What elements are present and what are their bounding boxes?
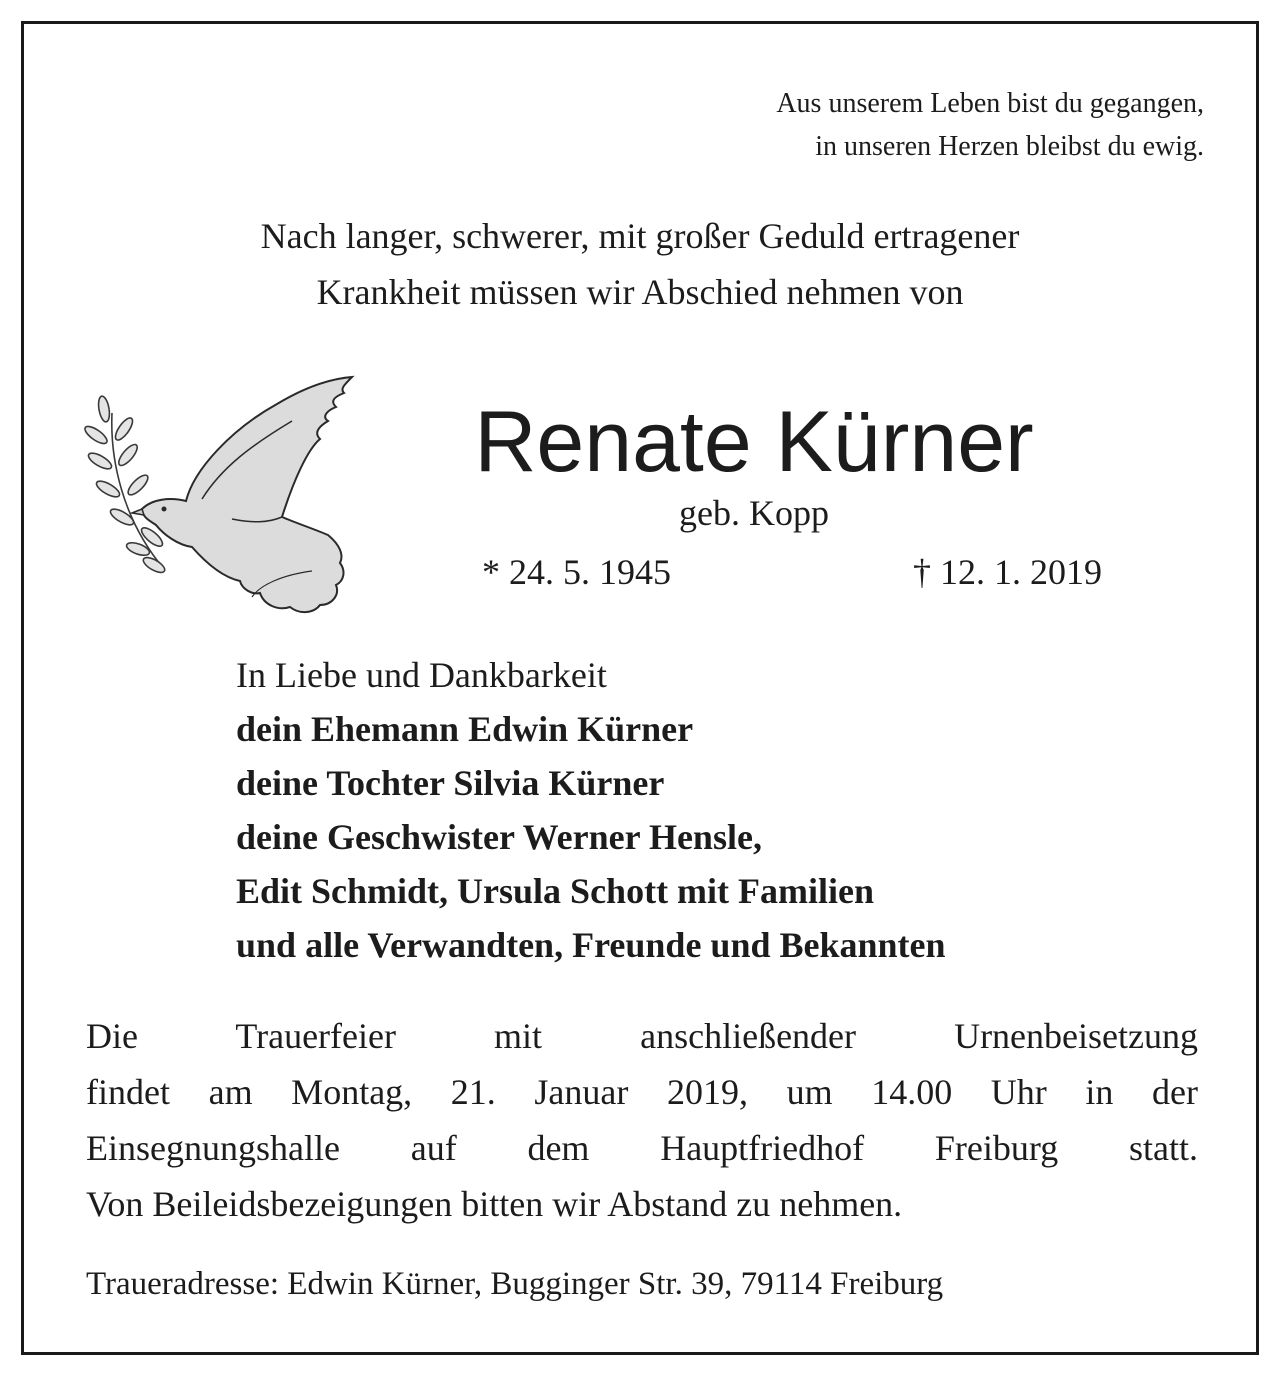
mourners-lead: In Liebe und Dankbarkeit	[236, 655, 607, 695]
mourner-line: und alle Verwandten, Freunde und Bekannten	[236, 925, 946, 965]
service-line: Die Trauerfeier mit anschließender Urnenbeisetzung	[86, 1016, 1198, 1056]
service-line: Von Beileidsbezeigungen bitten wir Abstand zu nehmen.	[86, 1184, 903, 1224]
obituary-notice	[21, 21, 1259, 1355]
service-line: Einsegnungshalle auf dem Hauptfriedhof Freiburg statt.	[86, 1128, 1198, 1168]
birth-date: * 24. 5. 1945	[482, 552, 671, 592]
mourner-line: Edit Schmidt, Ursula Schott mit Familien	[236, 871, 875, 911]
mourners-list	[236, 648, 946, 972]
motto-line: in unseren Herzen bleibst du ewig.	[815, 131, 1204, 162]
death-date: † 12. 1. 2019	[913, 552, 1102, 592]
service-line: findet am Montag, 21. Januar 2019, um 14.00 Uhr in der	[86, 1072, 1198, 1112]
mourning-address: Traueradresse: Edwin Kürner, Bugginger Str. 39, 79114 Freiburg	[86, 1266, 944, 1302]
motto-line: Aus unserem Leben bist du gegangen,	[776, 88, 1204, 119]
intro-line: Krankheit müssen wir Abschied nehmen von	[316, 272, 964, 312]
deceased-name: Renate Kürner	[474, 394, 1034, 490]
mourner-line: deine Tochter Silvia Kürner	[236, 763, 665, 803]
service-info	[86, 1008, 1198, 1232]
mourner-line: dein Ehemann Edwin Kürner	[236, 709, 694, 749]
intro-text	[24, 208, 1256, 320]
maiden-name: geb. Kopp	[679, 493, 829, 533]
mourner-line: deine Geschwister Werner Hensle,	[236, 817, 762, 857]
motto	[776, 82, 1204, 168]
intro-line: Nach langer, schwerer, mit großer Geduld ertragener	[260, 216, 1020, 256]
dove-with-olive-branch-icon	[82, 349, 362, 619]
